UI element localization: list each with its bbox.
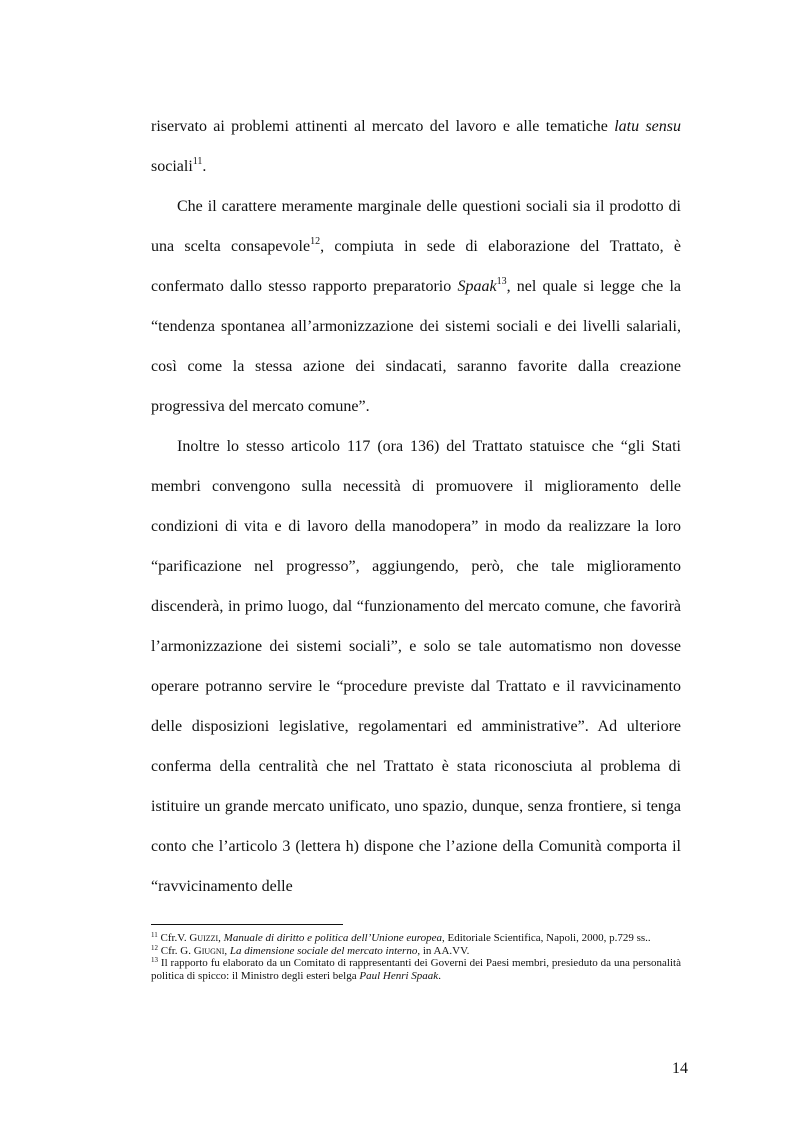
text-run: Cfr. G. xyxy=(158,944,194,957)
book-title: Manuale di diritto e politica dell’Unione europea xyxy=(223,932,443,944)
text-run: Cfr.V. xyxy=(157,932,190,944)
italic-text: latu sensu xyxy=(614,118,681,135)
author-name: Guizzi xyxy=(189,932,219,944)
paragraph-2 xyxy=(151,187,681,427)
footnote-number: 11 xyxy=(151,931,158,939)
body-text xyxy=(151,107,681,907)
footnote-13 xyxy=(151,957,681,982)
footnotes xyxy=(151,932,681,982)
footnote-ref-12[interactable]: 12 xyxy=(310,236,321,247)
text-run: , Editoriale Scientifica, Napoli, 2000, p.729 ss.. xyxy=(442,932,651,944)
text-run: . xyxy=(202,158,207,175)
text-run: , in AA.VV. xyxy=(417,944,470,957)
text-run: , nel quale si legge che la “tendenza spontanea all’armonizzazione dei sistemi sociali e dei livelli salariali, così come la stessa azione dei sindacati, saranno favorite dalla creazione progressiva del mercato comune”. xyxy=(151,278,682,415)
italic-text: Spaak xyxy=(457,278,497,295)
text-run: sociali xyxy=(151,158,193,175)
book-title: La dimensione sociale del mercato interno xyxy=(229,944,418,957)
footnote-number: 13 xyxy=(151,956,158,964)
text-run: Il rapporto fu elaborato da un Comitato di rappresentanti dei Governi dei Paesi membri, presieduto da una personalità politica di spicco: il Ministro degli esteri belga xyxy=(151,957,681,982)
text-run: riservato ai problemi attinenti al mercato del lavoro e alle tematiche xyxy=(151,118,615,135)
person-name: Paul Henri Spaak xyxy=(359,969,439,982)
paragraph-3: Inoltre lo stesso articolo 117 (ora 136) del Trattato statuisce che “gli Stati membri convengono sulla necessità di promuovere il miglioramento delle condizioni di vita e di lavoro della manodopera” in modo da realizzare la loro “parificazione nel progresso”, aggiungendo, però, che tale miglioramento discenderà, in primo luogo, dal “funzionamento del mercato comune, che favorirà l’armonizzazione dei sistemi sociali”, e solo se tale automatismo non dovesse operare potranno servire le “procedure previste dal Trattato e il ravvicinamento delle disposizioni legislative, regolamentari ed amministrative”. Ad ulteriore conferma della centralità che nel Trattato è stata riconosciuta al problema di istituire un grande mercato unificato, uno spazio, dunque, senza frontiere, si tenga conto che l’articolo 3 (lettera h) dispone che l’azione della Comunità comporta il “ravvicinamento delle xyxy=(151,438,681,895)
text-run: Che il carattere meramente marginale delle questioni sociali sia il prodotto di una scelta consapevole xyxy=(151,198,681,255)
footnote-11 xyxy=(151,932,681,945)
footnote-divider xyxy=(151,924,343,925)
author-name: Giugni xyxy=(193,944,225,957)
text-run: , compiuta in sede di elaborazione del Trattato, è confermato dallo stesso rapporto preparatorio xyxy=(151,238,681,295)
text-run: , xyxy=(224,944,230,957)
text-run: , xyxy=(218,932,224,944)
footnote-12 xyxy=(151,945,681,958)
page-number: 14 xyxy=(672,1060,688,1077)
footnote-ref-13[interactable]: 13 xyxy=(496,276,507,287)
footnote-number: 12 xyxy=(151,943,158,952)
text-run: . xyxy=(438,969,441,982)
footnote-ref-11[interactable]: 11 xyxy=(192,156,203,167)
paragraph-1 xyxy=(151,107,681,187)
